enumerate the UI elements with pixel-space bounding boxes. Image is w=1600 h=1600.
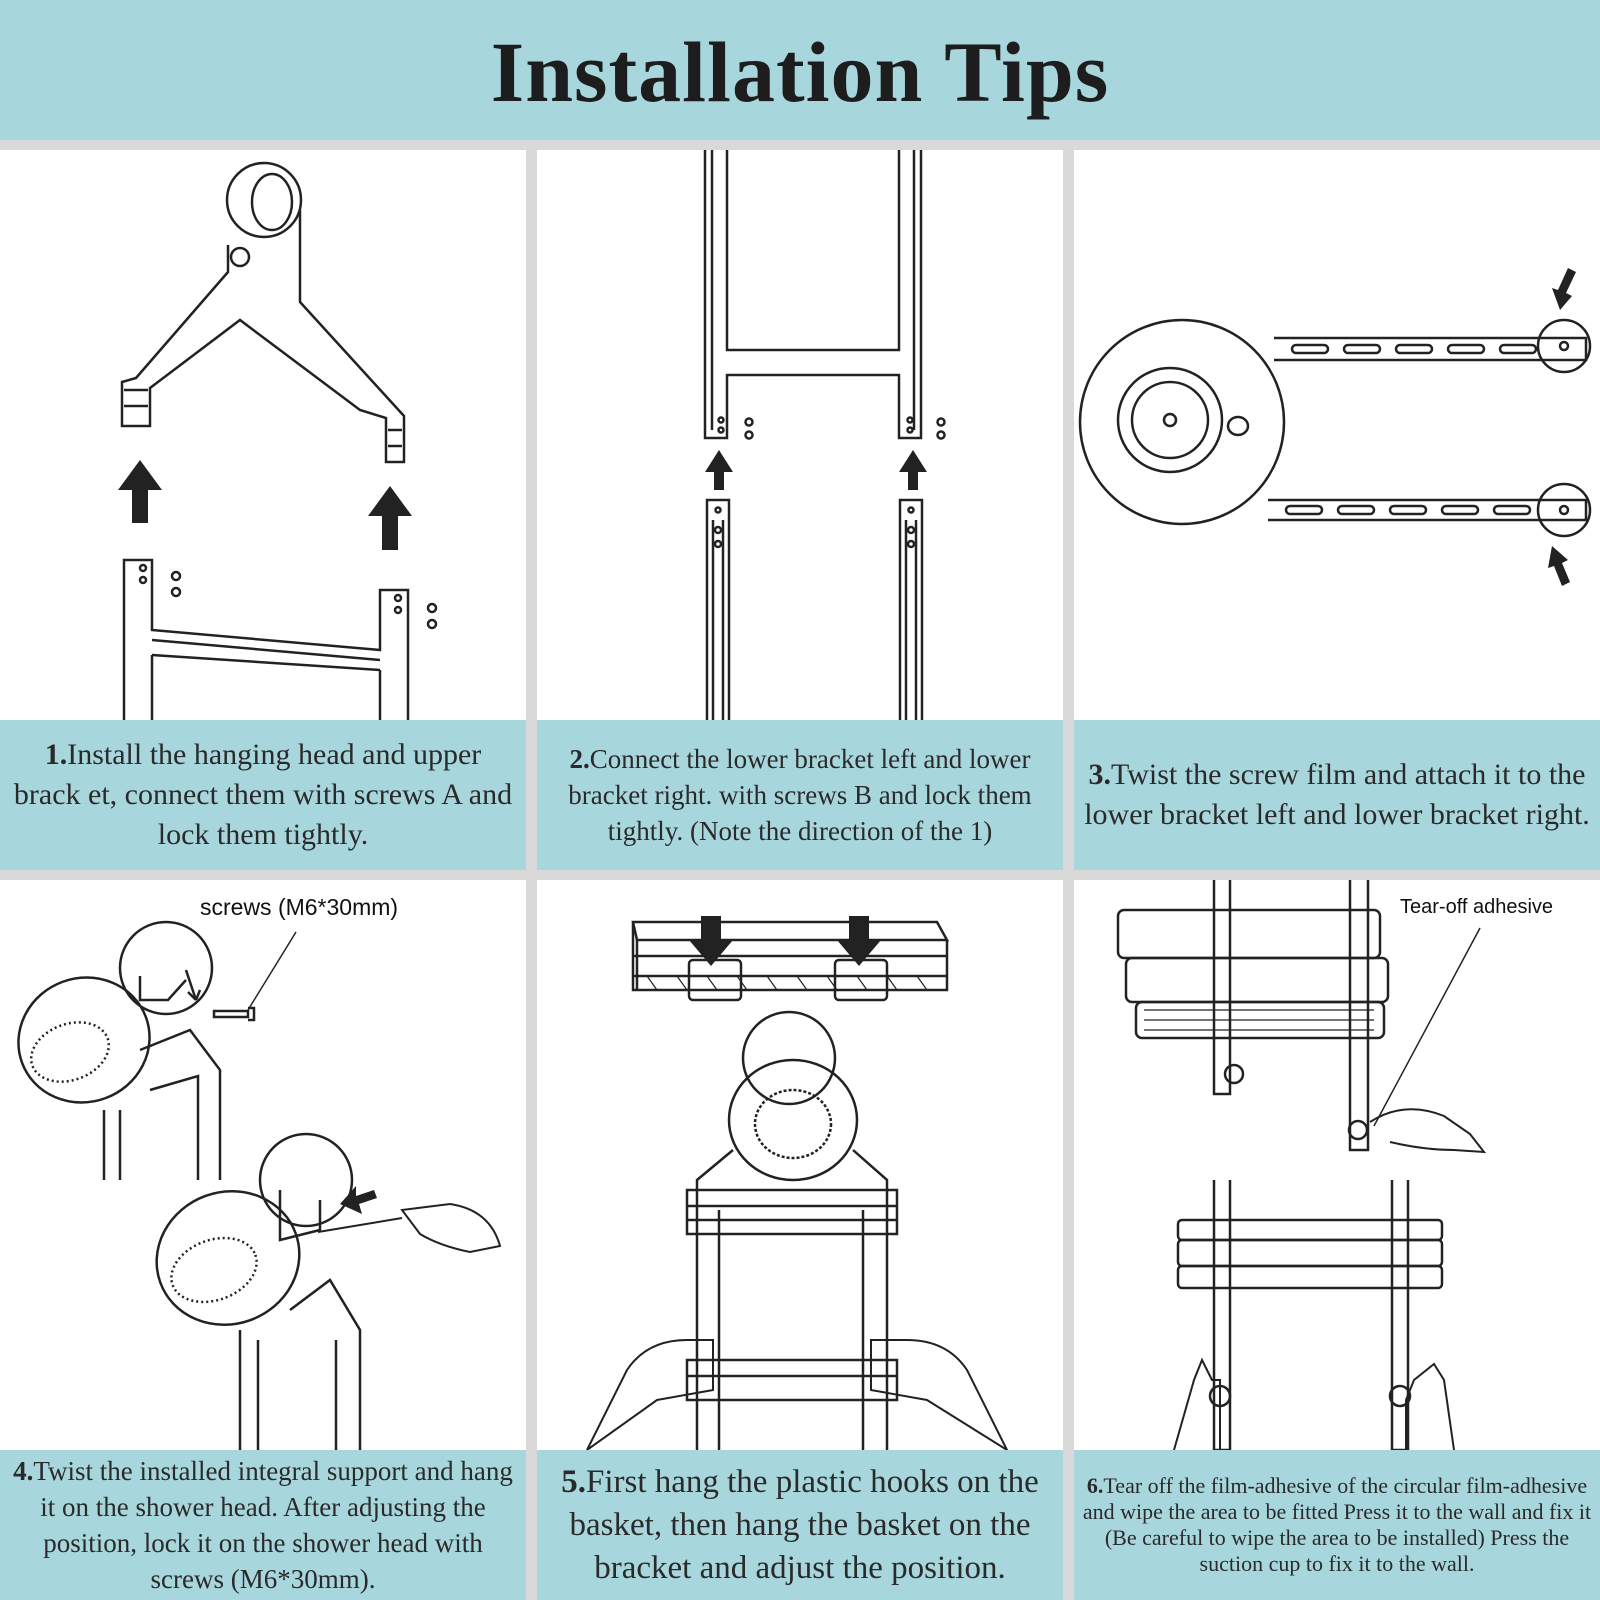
step-number: 2. [569,744,590,774]
lower-bracket-top-drawing [705,150,945,439]
down-arrow-icon [837,916,881,966]
rack-with-basket-upper-drawing [1118,880,1484,1152]
lower-bracket-bottom-drawing [707,500,922,720]
step-text: Twist the screw film and attach it to the lower bracket left and lower bracket right. [1084,758,1590,831]
tear-off-adhesive-label: Tear-off adhesive [1400,896,1554,918]
shower-head-upper-drawing [1,922,220,1180]
shower-head-lower-drawing [138,1134,500,1450]
step-number: 4. [13,1456,34,1486]
step-6-caption [1074,1450,1600,1600]
assembled-rack-drawing [587,1012,1007,1450]
step-number: 3. [1088,758,1112,791]
step-text: Tear off the film-adhesive of the circular film-adhesive and wipe the area to be fitted Press it to the wall and fix it (Be careful to wipe the area to be installed) Press the suction cup to fix it to the wall. [1082,1473,1592,1576]
step-2-illustration [537,150,1063,720]
step-4-caption [0,1450,526,1600]
step-5-illustration [537,880,1063,1450]
header-banner [0,0,1600,140]
step-number: 5. [561,1463,586,1500]
left-arrow-icon [340,1186,377,1214]
up-arrow-icon [118,460,162,523]
rack-with-basket-lower-drawing [1174,1180,1454,1450]
up-arrow-icon [899,450,927,490]
down-arrow-icon [1552,268,1576,310]
step-text: First hang the plastic hooks on the basket, then hang the basket on the bracket and adjust the position. [569,1463,1039,1586]
down-arrow-icon [689,916,733,966]
hanging-head-drawing [122,163,404,462]
step-6-illustration [1074,880,1600,1450]
screw-drawing [214,1008,254,1020]
step-text: Twist the installed integral support and hang it on the shower head. After adjusting the position, lock it on the shower head with screws (M6*30mm). [33,1456,513,1594]
step-4-illustration [0,880,526,1450]
up-arrow-icon [705,450,733,490]
basket-top-drawing [633,922,947,1000]
up-arrow-icon [368,486,412,550]
step-5-caption [537,1450,1063,1600]
suction-cup-drawing [1080,320,1284,524]
step-number: 1. [44,738,68,771]
step-1-illustration [0,150,526,720]
up-arrow-icon [1548,546,1570,586]
step-3-illustration [1074,150,1600,720]
step-1-caption [0,720,526,870]
page-title: Installation Tips [490,24,1110,120]
step-text: Install the hanging head and upper brack et, connect them with screws A and lock them tightly. [13,738,513,851]
bracket-rails-drawing [1268,320,1590,536]
screws-label: screws (M6*30mm) [200,894,399,920]
upper-bracket-drawing [124,560,436,720]
step-text: Connect the lower bracket left and lower bracket right. with screws B and lock them tightly. (Note the direction of the 1) [568,744,1032,846]
step-3-caption [1074,720,1600,870]
step-number: 6. [1086,1473,1104,1498]
step-2-caption [537,720,1063,870]
